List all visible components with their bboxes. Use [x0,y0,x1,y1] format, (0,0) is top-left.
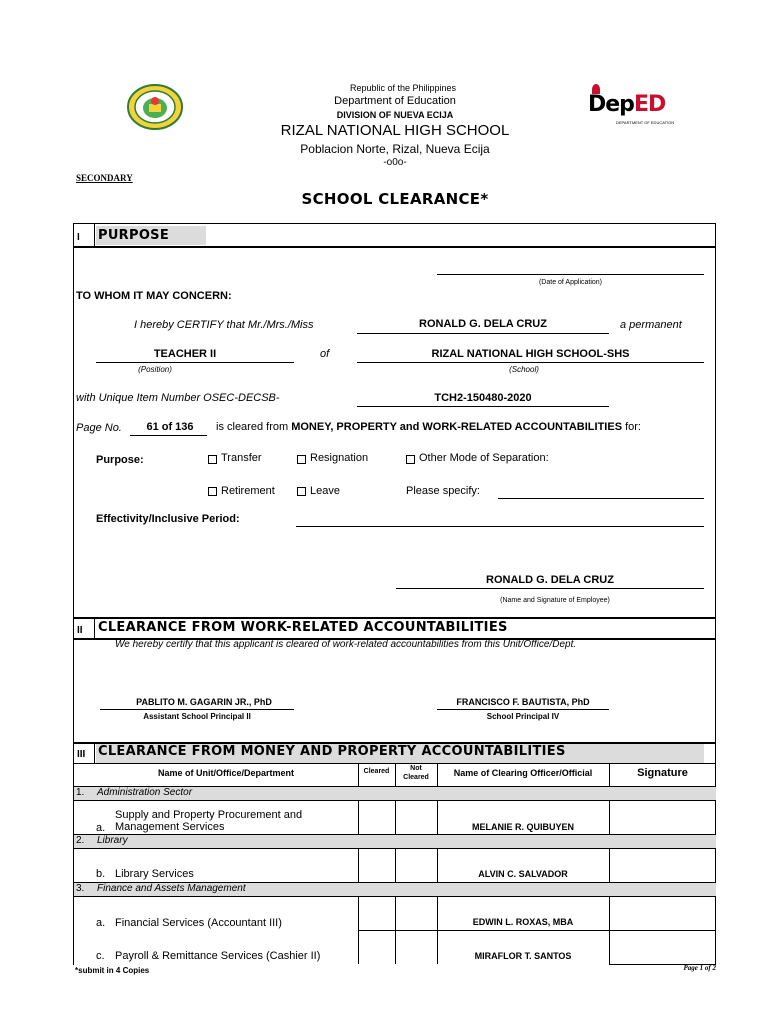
effectivity-field[interactable] [296,526,704,527]
page-no-label: Page No. [76,422,122,434]
row1-letter: a. [96,822,106,834]
col-header-officer: Name of Clearing Officer/Official [453,768,593,778]
school-caption: (School) [509,365,539,374]
division-text: DIVISION OF NUEVA ECIJA [336,110,454,120]
col-header-not-cleared-2: Cleared [403,774,429,781]
please-specify-label: Please specify: [406,485,480,497]
deped-logo [586,84,675,128]
section1-title: PURPOSE [98,228,170,243]
col-header-cleared: Cleared [363,768,390,775]
row1-unit-line2: Management Services [115,821,225,833]
group3-name: Finance and Assets Management [97,883,246,894]
group1-number: 1. [76,787,85,798]
row1-unit-line1: Supply and Property Procurement and [115,809,303,821]
row3-letter: a. [96,917,106,929]
purpose-label: Purpose: [96,454,144,466]
retirement-label: Retirement [221,485,275,497]
school-address: Poblacion Norte, Rizal, Nueva Ecija [300,142,490,156]
signatory2-name: FRANCISCO F. BAUTISTA, PhD [456,697,590,707]
page-no-field[interactable]: 61 of 136 [146,421,194,433]
employee-signature-name: RONALD G. DELA CRUZ [486,574,614,586]
position-caption: (Position) [138,365,172,374]
employee-signature-caption: (Name and Signature of Employee) [500,597,610,604]
section2-certify-text: We hereby certify that this applicant is cleared of work-related accountabilities from this Unit/Office/Dept. [115,639,577,650]
footer-page: Page 1 of 2 [683,964,716,972]
certify-text: I hereby CERTIFY that Mr./Mrs./Miss [134,319,314,331]
section1-number: I [77,232,80,243]
please-specify-field[interactable] [498,498,704,499]
item-number-prefix: with Unique Item Number OSEC-DECSB- [76,392,280,404]
signatory1-title: Assistant School Principal II [143,712,251,721]
row1-officer: MELANIE R. QUIBUYEN [471,822,574,832]
date-of-application-caption: (Date of Application) [538,279,603,286]
department-text: Department of Education [334,95,456,107]
row2-officer: ALVIN C. SALVADOR [478,869,568,879]
cleared-pre: is cleared from [216,421,292,433]
separator-text: -o0o- [383,157,407,168]
school-name-heading: RIZAL NATIONAL HIGH SCHOOL [280,122,510,139]
employee-name-field[interactable]: RONALD G. DELA CRUZ [419,318,547,330]
col-header-unit: Name of Unit/Office/Department [157,768,295,778]
footer-note: *submit in 4 Copies [75,966,150,975]
checkbox-resignation[interactable] [297,455,306,464]
transfer-label: Transfer [221,452,262,464]
republic-text: Republic of the Philippines [349,83,457,93]
row2-unit: Library Services [115,868,194,880]
cleared-post: for: [622,421,641,433]
row4-unit: Payroll & Remittance Services (Cashier II) [115,950,321,962]
col-header-not-cleared-1: Not [410,765,422,772]
section3-number: III [77,749,86,760]
checkbox-other-mode[interactable] [406,455,415,464]
position-field[interactable]: TEACHER II [153,348,217,360]
leave-label: Leave [310,485,340,497]
checkbox-retirement[interactable] [208,487,217,496]
other-mode-label: Other Mode of Separation: [419,452,549,464]
document-title: SCHOOL CLEARANCE* [301,190,489,208]
deped-logo-ed: ED [633,92,666,117]
row4-officer: MIRAFLOR T. SANTOS [474,951,572,961]
signatory2-title: School Principal IV [486,712,560,721]
row4-letter: c. [96,950,105,962]
checkbox-transfer[interactable] [208,455,217,464]
group3-number: 3. [76,883,85,894]
permanent-text: a permanent [620,319,682,331]
section3-title: CLEARANCE FROM MONEY AND PROPERTY ACCOUNTABILITIES [98,744,566,759]
of-text: of [320,348,330,360]
row2-letter: b. [96,868,106,880]
to-whom-text: TO WHOM IT MAY CONCERN: [76,290,232,302]
section2-title: CLEARANCE FROM WORK-RELATED ACCOUNTABILITIES [98,620,508,635]
resignation-label: Resignation [310,452,369,464]
cleared-bold: MONEY, PROPERTY and WORK-RELATED ACCOUNTABILITIES [291,421,623,433]
row3-unit: Financial Services (Accountant III) [115,917,282,929]
deped-logo-dep: Dep [588,92,634,117]
school-field[interactable]: RIZAL NATIONAL HIGH SCHOOL-SHS [431,348,630,360]
group2-name: Library [97,835,128,846]
cleared-from-text [216,421,641,433]
item-number-field[interactable]: TCH2-150480-2020 [434,392,532,404]
checkbox-leave[interactable] [297,487,306,496]
group2-number: 2. [76,835,85,846]
row3-officer: EDWIN L. ROXAS, MBA [472,917,574,927]
level-label: SECONDARY [76,173,133,183]
signatory1-name: PABLITO M. GAGARIN JR., PhD [136,697,272,707]
group1-name: Administration Sector [97,787,193,798]
deped-logo-subtitle: DEPARTMENT OF EDUCATION [616,120,675,125]
section2-number: II [77,625,83,636]
effectivity-label: Effectivity/Inclusive Period: [96,513,240,525]
col-header-signature: Signature [637,767,688,779]
